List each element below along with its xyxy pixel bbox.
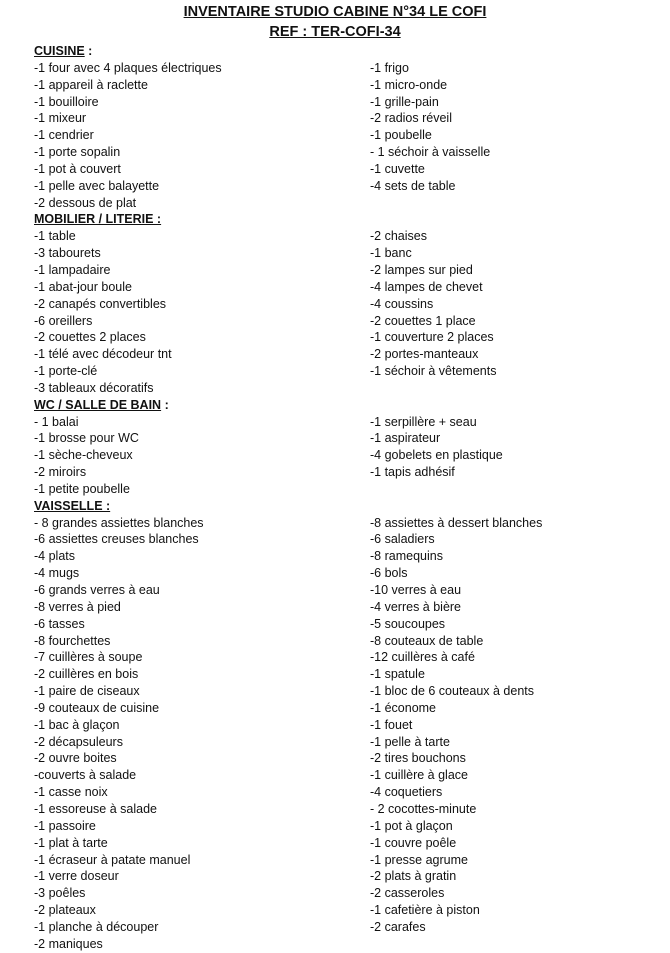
inventory-row — [34, 94, 654, 111]
inventory-item-right: -1 économe — [370, 700, 437, 715]
inventory-row — [34, 144, 654, 161]
inventory-row — [34, 835, 654, 852]
inventory-row — [34, 178, 654, 195]
inventory-item-left: -3 tabourets — [34, 246, 101, 261]
inventory-item-left: -2 maniques — [34, 936, 103, 951]
inventory-item-left: -1 casse noix — [34, 785, 108, 800]
inventory-item-right: -1 tapis adhésif — [370, 465, 455, 480]
inventory-item-left: -1 paire de ciseaux — [34, 684, 140, 699]
inventory-item-right: -1 serpillère + seau — [370, 414, 477, 429]
inventory-row — [34, 228, 654, 245]
inventory-row — [34, 380, 654, 397]
inventory-item-left: - 1 balai — [34, 414, 79, 429]
inventory-row — [34, 666, 654, 683]
section-heading — [34, 498, 654, 515]
inventory-item-right: -2 lampes sur pied — [370, 262, 473, 277]
inventory-item-right: -1 cuvette — [370, 161, 425, 176]
inventory-item-right: -1 couverture 2 places — [370, 330, 494, 345]
inventory-item-left: -1 télé avec décodeur tnt — [34, 347, 172, 362]
inventory-item-right — [370, 380, 654, 397]
inventory-row — [34, 279, 654, 296]
inventory-item-right: -1 cafetière à piston — [370, 903, 480, 918]
inventory-item-left: -1 passoire — [34, 818, 96, 833]
inventory-item-left: -1 verre doseur — [34, 869, 119, 884]
inventory-item-left: -1 petite poubelle — [34, 481, 130, 496]
inventory-row — [34, 565, 654, 582]
inventory-row — [34, 868, 654, 885]
inventory-item-left: -1 abat-jour boule — [34, 279, 132, 294]
inventory-row — [34, 784, 654, 801]
inventory-item-left: -6 grands verres à eau — [34, 583, 160, 597]
inventory-item-right: -2 plats à gratin — [370, 869, 457, 884]
inventory-item-left: -1 bac à glaçon — [34, 717, 120, 732]
inventory-item-left: -couverts à salade — [34, 768, 137, 783]
inventory-item-right — [370, 481, 654, 498]
inventory-row — [34, 801, 654, 818]
inventory-item-left: -2 dessous de plat — [34, 195, 137, 210]
inventory-item-left: -1 plat à tarte — [34, 835, 108, 850]
inventory-item-right: -1 pot à glaçon — [370, 818, 453, 833]
section-heading-label: MOBILIER / LITERIE : — [34, 212, 162, 227]
inventory-item-right: -4 sets de table — [370, 178, 456, 193]
inventory-item-right: -8 assiettes à dessert blanches — [370, 515, 543, 530]
inventory-row — [34, 548, 654, 565]
document-reference: REF : TER-COFI-34 — [269, 24, 401, 40]
inventory-item-right: -1 couvre poêle — [370, 835, 457, 850]
inventory-item-right: -8 ramequins — [370, 549, 443, 564]
inventory-item-left: -1 appareil à raclette — [34, 77, 148, 92]
inventory-item-left: -6 tasses — [34, 616, 85, 631]
inventory-item-left: -2 canapés convertibles — [34, 296, 167, 311]
inventory-row — [34, 616, 654, 633]
inventory-item-right: -2 casseroles — [370, 886, 445, 901]
inventory-item-left: -1 bouilloire — [34, 94, 99, 109]
inventory-item-left: -2 ouvre boites — [34, 751, 117, 766]
inventory-row — [34, 936, 654, 953]
inventory-item-left: -2 cuillères en bois — [34, 667, 139, 682]
inventory-row — [34, 919, 654, 936]
inventory-row — [34, 852, 654, 869]
inventory-item-right: -1 banc — [370, 246, 412, 261]
inventory-item-right: -2 radios réveil — [370, 111, 452, 126]
inventory-item-right: -1 frigo — [370, 60, 409, 75]
inventory-item-right: -12 cuillères à café — [370, 650, 475, 665]
inventory-item-left: -1 cendrier — [34, 128, 94, 143]
inventory-row — [34, 599, 654, 616]
inventory-item-right: -4 coquetiers — [370, 785, 443, 800]
inventory-row — [34, 734, 654, 751]
inventory-item-right: -6 saladiers — [370, 532, 435, 547]
inventory-item-right: -2 portes-manteaux — [370, 347, 479, 362]
inventory-row — [34, 633, 654, 650]
inventory-item-left: -1 lampadaire — [34, 262, 111, 277]
inventory-item-right — [370, 936, 654, 953]
inventory-item-left: -3 poêles — [34, 886, 86, 901]
inventory-item-left: -1 table — [34, 229, 76, 244]
inventory-item-right: -4 gobelets en plastique — [370, 448, 503, 463]
inventory-row — [34, 110, 654, 127]
section-heading — [34, 397, 654, 414]
inventory-item-right: -2 tires bouchons — [370, 751, 466, 766]
section-heading — [34, 211, 654, 228]
inventory-item-left: - 8 grandes assiettes blanches — [34, 515, 204, 530]
inventory-item-right: -5 soucoupes — [370, 616, 446, 631]
inventory-item-left: -1 porte-clé — [34, 364, 98, 379]
section-heading-label: VAISSELLE : — [34, 498, 111, 513]
inventory-row — [34, 531, 654, 548]
inventory-row — [34, 447, 654, 464]
inventory-item-left: -1 pot à couvert — [34, 161, 121, 176]
inventory-row — [34, 296, 654, 313]
inventory-item-right: -2 carafes — [370, 919, 426, 934]
inventory-row — [34, 77, 654, 94]
inventory-item-left: -1 essoreuse à salade — [34, 801, 157, 816]
inventory-item-right: -4 lampes de chevet — [370, 279, 483, 294]
inventory-row — [34, 649, 654, 666]
inventory-item-right: -4 coussins — [370, 296, 434, 311]
inventory-item-left: -1 mixeur — [34, 111, 87, 126]
inventory-row — [34, 363, 654, 380]
inventory-row — [34, 414, 654, 431]
inventory-item-right: - 1 séchoir à vaisselle — [370, 145, 491, 160]
inventory-row — [34, 515, 654, 532]
inventory-item-right — [370, 195, 654, 212]
inventory-item-left: -6 oreillers — [34, 313, 93, 328]
section-heading-label: WC / SALLE DE BAIN — [34, 397, 162, 412]
inventory-row — [34, 346, 654, 363]
inventory-row — [34, 161, 654, 178]
inventory-row — [34, 885, 654, 902]
document-title: INVENTAIRE STUDIO CABINE N°34 LE COFI — [183, 4, 487, 20]
inventory-row — [34, 329, 654, 346]
inventory-item-right: -1 pelle à tarte — [370, 734, 450, 749]
inventory-item-right: -1 micro-onde — [370, 77, 448, 92]
inventory-item-left: -6 assiettes creuses blanches — [34, 532, 199, 547]
inventory-row — [34, 245, 654, 262]
inventory-item-left: -1 écraseur à patate manuel — [34, 852, 191, 867]
inventory-row — [34, 313, 654, 330]
inventory-item-left: -9 couteaux de cuisine — [34, 700, 160, 715]
inventory-item-left: -1 porte sopalin — [34, 145, 121, 160]
inventory-row — [34, 481, 654, 498]
inventory-row — [34, 717, 654, 734]
inventory-row — [34, 767, 654, 784]
inventory-item-right: -1 aspirateur — [370, 431, 441, 446]
inventory-item-left: -4 plats — [34, 549, 75, 564]
inventory-row — [34, 700, 654, 717]
inventory-row — [34, 262, 654, 279]
inventory-item-right: -10 verres à eau — [370, 583, 462, 597]
inventory-item-left: -1 sèche-cheveux — [34, 448, 133, 463]
inventory-row — [34, 750, 654, 767]
inventory-row — [34, 127, 654, 144]
inventory-item-right: -1 poubelle — [370, 128, 432, 143]
section-heading — [34, 43, 654, 60]
inventory-item-right: -2 couettes 1 place — [370, 313, 476, 328]
inventory-item-left: -7 cuillères à soupe — [34, 650, 143, 665]
inventory-item-left: -1 four avec 4 plaques électriques — [34, 60, 222, 75]
inventory-item-left: -1 planche à découper — [34, 919, 159, 934]
inventory-item-right: -1 cuillère à glace — [370, 768, 468, 783]
inventory-list — [34, 43, 654, 953]
inventory-row — [34, 60, 654, 77]
inventory-item-left: -8 verres à pied — [34, 599, 121, 614]
inventory-row — [34, 430, 654, 447]
section-heading-suffix: : — [84, 44, 93, 58]
inventory-row — [34, 683, 654, 700]
inventory-item-left: -2 décapsuleurs — [34, 734, 123, 749]
inventory-item-right: -1 spatule — [370, 667, 425, 682]
inventory-row — [34, 582, 654, 599]
inventory-item-right: -1 grille-pain — [370, 94, 439, 109]
inventory-item-left: -2 miroirs — [34, 465, 87, 480]
inventory-item-right: -1 presse agrume — [370, 852, 468, 867]
inventory-item-right: -2 chaises — [370, 229, 427, 244]
inventory-item-left: -2 couettes 2 places — [34, 330, 146, 345]
inventory-row — [34, 818, 654, 835]
section-heading-suffix: : — [161, 397, 169, 412]
inventory-item-left: -4 mugs — [34, 566, 80, 581]
inventory-item-left: -2 plateaux — [34, 903, 96, 918]
inventory-item-right: -1 séchoir à vêtements — [370, 364, 497, 379]
inventory-item-right: -1 fouet — [370, 717, 413, 732]
inventory-row — [34, 195, 654, 212]
inventory-item-left: -8 fourchettes — [34, 633, 111, 648]
section-heading-label: CUISINE — [34, 44, 85, 58]
inventory-item-left: -1 brosse pour WC — [34, 431, 139, 446]
inventory-item-right: -1 bloc de 6 couteaux à dents — [370, 684, 535, 699]
inventory-item-left: -1 pelle avec balayette — [34, 178, 160, 193]
inventory-item-right: - 2 cocottes-minute — [370, 801, 477, 816]
inventory-item-right: -8 couteaux de table — [370, 633, 484, 648]
inventory-item-left: -3 tableaux décoratifs — [34, 380, 154, 395]
inventory-row — [34, 464, 654, 481]
inventory-item-right: -4 verres à bière — [370, 599, 462, 614]
inventory-item-right: -6 bols — [370, 566, 408, 581]
inventory-row — [34, 902, 654, 919]
